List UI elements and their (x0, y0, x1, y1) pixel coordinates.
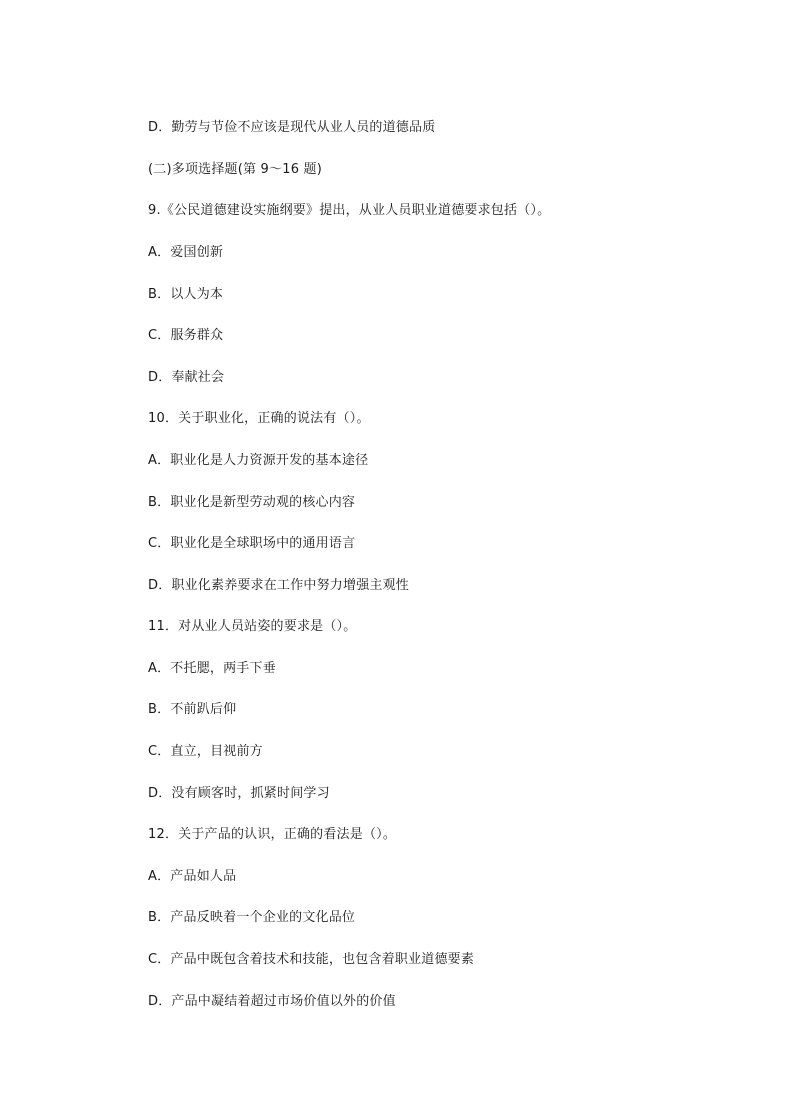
q9-option-a: A．爱国创新 (148, 245, 224, 260)
question-10: 10．关于职业化，正确的说法有（）。 (148, 411, 370, 426)
q9-option-c: C．服务群众 (148, 328, 224, 343)
q9-option-d: D．奉献社会 (148, 370, 225, 385)
q10-option-a: A．职业化是人力资源开发的基本途径 (148, 453, 369, 468)
question-11: 11．对从业人员站姿的要求是（）。 (148, 619, 357, 634)
question-9: 9.《公民道德建设实施纲要》提出，从业人员职业道德要求包括（）。 (148, 203, 551, 218)
q10-option-d: D．职业化素养要求在工作中努力增强主观性 (148, 578, 410, 593)
q12-option-b: B．产品反映着一个企业的文化品位 (148, 910, 356, 925)
q12-option-d: D．产品中凝结着超过市场价值以外的价值 (148, 994, 396, 1009)
q11-option-a: A．不托腮，两手下垂 (148, 661, 276, 676)
q11-option-b: B．不前趴后仰 (148, 702, 237, 717)
q10-option-b: B．职业化是新型劳动观的核心内容 (148, 495, 356, 510)
q10-option-c: C．职业化是全球职场中的通用语言 (148, 536, 356, 551)
q11-option-d: D．没有顾客时，抓紧时间学习 (148, 786, 330, 801)
q9-option-b: B．以人为本 (148, 287, 224, 302)
q12-option-a: A．产品如人品 (148, 869, 237, 884)
question-12: 12．关于产品的认识，正确的看法是（）。 (148, 827, 397, 842)
q12-option-c: C．产品中既包含着技术和技能，也包含着职业道德要素 (148, 952, 475, 967)
section-heading-multiple-choice: (二)多项选择题(第 9～16 题) (148, 162, 322, 177)
q11-option-c: C．直立，目视前方 (148, 744, 263, 759)
q8-option-d: D．勤劳与节俭不应该是现代从业人员的道德品质 (148, 120, 436, 135)
